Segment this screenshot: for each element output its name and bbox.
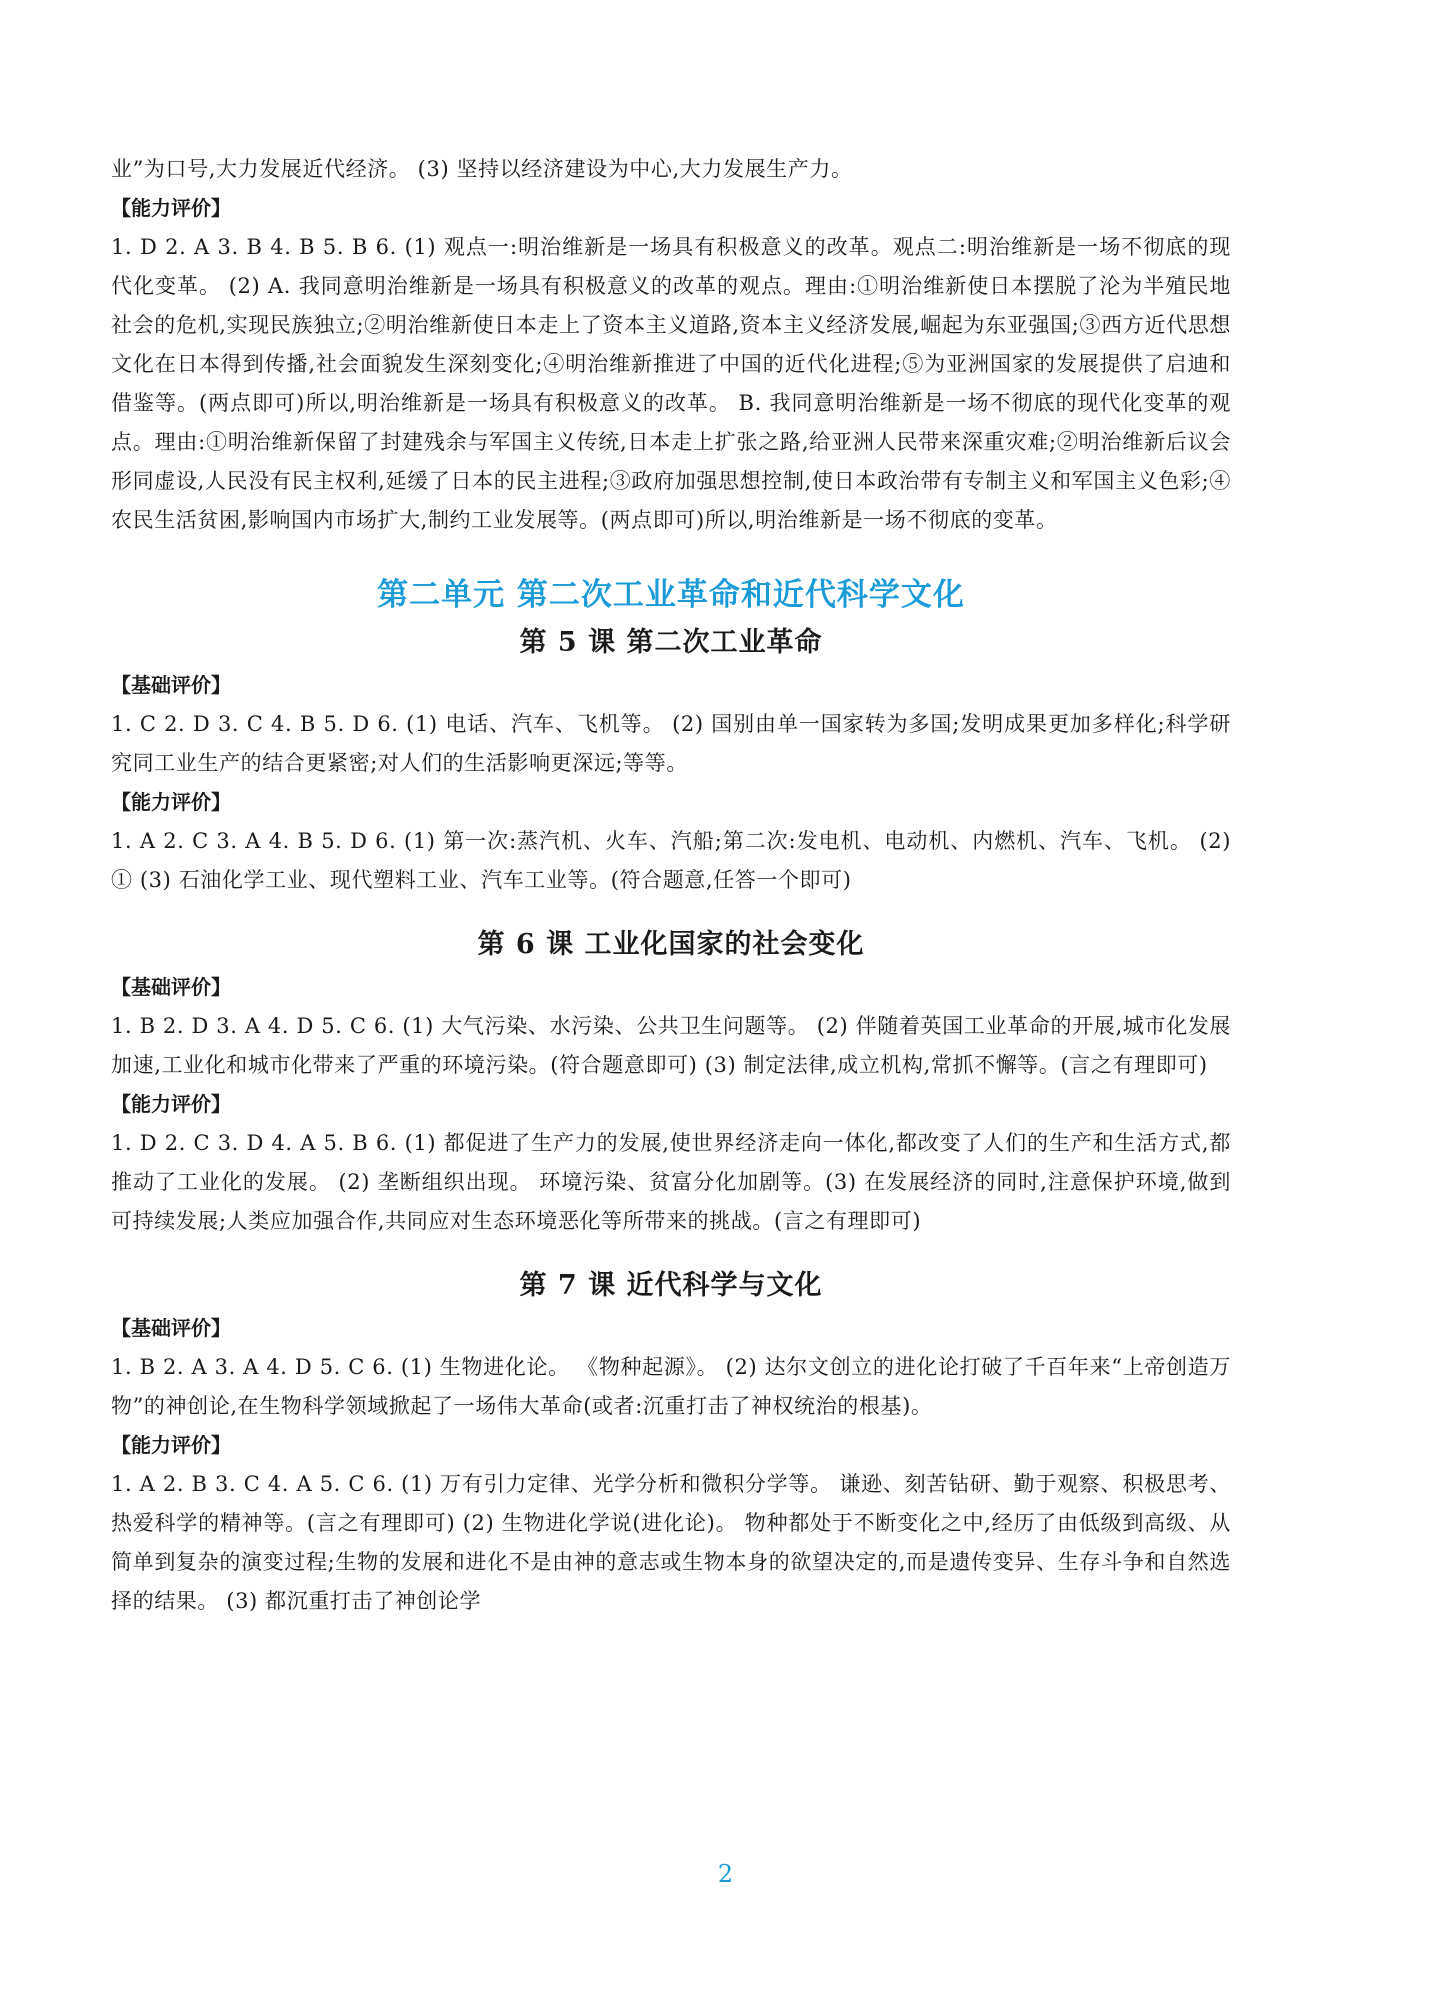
lesson-6-title: 第 6 课 工业化国家的社会变化 [477,929,865,960]
unit-title: 第二单元 第二次工业革命和近代科学文化 [377,577,965,613]
lesson-7-title: 第 7 课 近代科学与文化 [519,1270,823,1301]
lesson-5-basic-answers: 1. C 2. D 3. C 4. B 5. D 6. (1) 电话、汽车、飞机等。 (2) 国别由单一国家转为多国;发明成果更加多样化;科学研究同工业生产的结合更紧密;对人们的生活影响更深远;等等。 [111,712,1231,775]
lesson-7-basic-label: 【基础评价】 [111,1316,231,1340]
lesson-6-ability-label: 【能力评价】 [111,1092,231,1116]
lesson-5-ability-answers: 1. A 2. C 3. A 4. B 5. D 6. (1) 第一次:蒸汽机、火车、汽船;第二次:发电机、电动机、内燃机、汽车、飞机。 (2) ① (3) 石油化学工业、现代塑料工业、汽车工业等。(符合题意,任答一个即可) [111,829,1231,892]
intro-paragraph: 业”为口号,大力发展近代经济。 (3) 坚持以经济建设为中心,大力发展生产力。 [111,157,853,181]
lesson-7-ability-answers: 1. A 2. B 3. C 4. A 5. C 6. (1) 万有引力定律、光学分析和微积分学等。 谦逊、刻苦钻研、勤于观察、积极思考、热爱科学的精神等。(言之有理即可) (2) 生物进化学说(进化论)。 物种都处于不断变化之中,经历了由低级到高级、从简单到复杂的演变过程;生物的发展和进化不是由神的意志或生物本身的欲望决定的,而是遗传变异、生存斗争和自然选择的结果。 (3) 都沉重打击了神创论学 [111,1472,1231,1613]
lesson-6-basic-answers: 1. B 2. D 3. A 4. D 5. C 6. (1) 大气污染、水污染、公共卫生问题等。 (2) 伴随着英国工业革命的开展,城市化发展加速,工业化和城市化带来了严重的环境污染。(符合题意即可) (3) 制定法律,成立机构,常抓不懈等。(言之有理即可) [111,1014,1231,1077]
ability-label: 【能力评价】 [111,196,231,220]
lesson-5-basic-label: 【基础评价】 [111,673,231,697]
lesson-5-ability-label: 【能力评价】 [111,790,231,814]
lesson-7-basic-answers: 1. B 2. A 3. A 4. D 5. C 6. (1) 生物进化论。 《物种起源》。 (2) 达尔文创立的进化论打破了千百年来“上帝创造万物”的神创论,在生物科学领域掀起了一场伟大革命(或者:沉重打击了神权统治的根基)。 [111,1355,1231,1418]
lesson-7-ability-label: 【能力评价】 [111,1433,231,1457]
lesson-6-basic-label: 【基础评价】 [111,975,231,999]
answer-page [111,150,1231,1621]
page-number: 2 [717,1860,734,1888]
lesson-5-title: 第 5 课 第二次工业革命 [519,627,823,658]
ability-answers: 1. D 2. A 3. B 4. B 5. B 6. (1) 观点一:明治维新是一场具有积极意义的改革。观点二:明治维新是一场不彻底的现代化变革。 (2) A. 我同意明治维新是一场具有积极意义的改革的观点。理由:①明治维新使日本摆脱了沦为半殖民地社会的危机,实现民族独立;②明治维新使日本走上了资本主义道路,资本主义经济发展,崛起为东亚强国;③西方近代思想文化在日本得到传播,社会面貌发生深刻变化;④明治维新推进了中国的近代化进程;⑤为亚洲国家的发展提供了启迪和借鉴等。(两点即可)所以,明治维新是一场具有积极意义的改革。 B. 我同意明治维新是一场不彻底的现代化变革的观点。理由:①明治维新保留了封建残余与军国主义传统,日本走上扩张之路,给亚洲人民带来深重灾难;②明治维新后议会形同虚设,人民没有民主权利,延缓了日本的民主进程;③政府加强思想控制,使日本政治带有专制主义和军国主义色彩;④农民生活贫困,影响国内市场扩大,制约工业发展等。(两点即可)所以,明治维新是一场不彻底的变革。 [111,235,1231,532]
lesson-6-ability-answers: 1. D 2. C 3. D 4. A 5. B 6. (1) 都促进了生产力的发展,使世界经济走向一体化,都改变了人们的生产和生活方式,都推动了工业化的发展。 (2) 垄断组织出现。 环境污染、贫富分化加剧等。(3) 在发展经济的同时,注意保护环境,做到可持续发展;人类应加强合作,共同应对生态环境恶化等所带来的挑战。(言之有理即可) [111,1131,1231,1233]
